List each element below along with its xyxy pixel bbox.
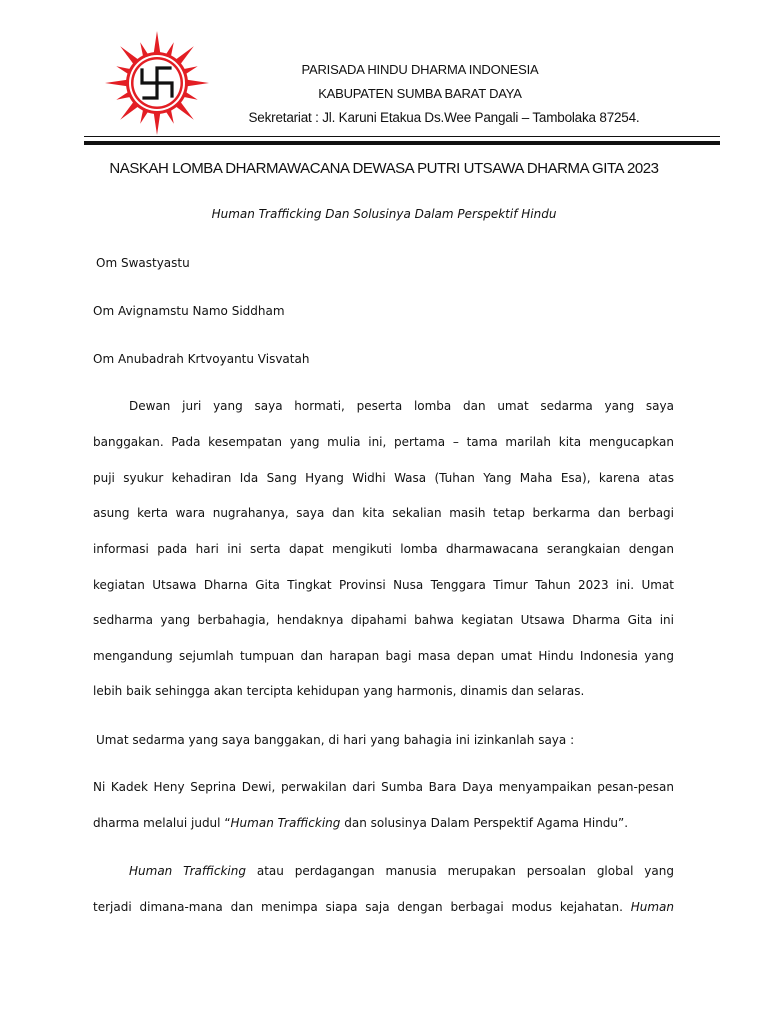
- italic-term: Human Trafficking: [230, 816, 341, 830]
- header-divider-thin: [84, 136, 720, 137]
- italic-term: Human: [630, 900, 674, 914]
- text-span: dharma melalui judul “: [93, 816, 231, 830]
- paragraph-line: Ni Kadek Heny Seprina Dewi, perwakilan dari Sumba Bara Daya menyampaikan pesan-pesan: [93, 780, 674, 794]
- text-span: terjadi dimana-mana dan menimpa siapa saja dengan berbagai modus kejahatan.: [93, 900, 631, 914]
- greeting-line: Om Swastyastu: [96, 256, 190, 270]
- italic-term: Human Trafficking: [129, 864, 246, 878]
- paragraph-line: kegiatan Utsawa Dharna Gita Tingkat Provinsi Nusa Tenggara Timur Tahun 2023 ini. Umat: [93, 578, 674, 592]
- document-title: NASKAH LOMBA DHARMAWACANA DEWASA PUTRI UTSAWA DHARMA GITA 2023: [109, 160, 659, 177]
- paragraph-line: banggakan. Pada kesempatan yang mulia ini, pertama – tama marilah kita mengucapkan: [93, 435, 674, 449]
- greeting-line: Om Anubadrah Krtvoyantu Visvatah: [93, 352, 310, 366]
- emblem-ray: [153, 31, 160, 55]
- paragraph-line: asung kerta wara nugrahanya, saya dan kita sekalian masih tetap berkarma dan berbagi: [93, 506, 674, 520]
- paragraph-line: [93, 863, 674, 879]
- organization-name: PARISADA HINDU DHARMA INDONESIA: [301, 62, 539, 77]
- organization-address: Sekretariat : Jl. Karuni Etakua Ds.Wee Pangali – Tambolaka 87254.: [248, 110, 640, 125]
- paragraph-line: [93, 815, 674, 831]
- paragraph-line: [93, 899, 674, 915]
- document-subtitle: Human Trafficking Dan Solusinya Dalam Perspektif Hindu: [211, 207, 557, 221]
- paragraph-line: sedharma yang berbahagia, hendaknya dipahami bahwa kegiatan Utsawa Dharma Gita ini: [93, 613, 674, 627]
- paragraph-line: informasi pada hari ini serta dapat mengikuti lomba dharmawacana serangkaian dengan: [93, 542, 674, 556]
- paragraph-line: lebih baik sehingga akan tercipta kehidupan yang harmonis, dinamis dan selaras.: [93, 684, 585, 698]
- paragraph-line: mengandung sejumlah tumpuan dan harapan bagi masa depan umat Hindu Indonesia yang: [93, 649, 674, 663]
- header-divider-thick: [84, 141, 720, 145]
- greeting-line: Om Avignamstu Namo Siddham: [93, 304, 285, 318]
- organization-region: KABUPATEN SUMBA BARAT DAYA: [318, 86, 522, 101]
- text-span: atau perdagangan manusia merupakan persoalan global yang: [245, 864, 674, 878]
- paragraph-line: Umat sedarma yang saya banggakan, di hari yang bahagia ini izinkanlah saya :: [96, 733, 575, 747]
- paragraph-line: Dewan juri yang saya hormati, peserta lomba dan umat sedarma yang saya: [129, 399, 674, 413]
- paragraph-line: puji syukur kehadiran Ida Sang Hyang Widhi Wasa (Tuhan Yang Maha Esa), karena atas: [93, 471, 674, 485]
- text-span: dan solusinya Dalam Perspektif Agama Hindu”.: [340, 816, 629, 830]
